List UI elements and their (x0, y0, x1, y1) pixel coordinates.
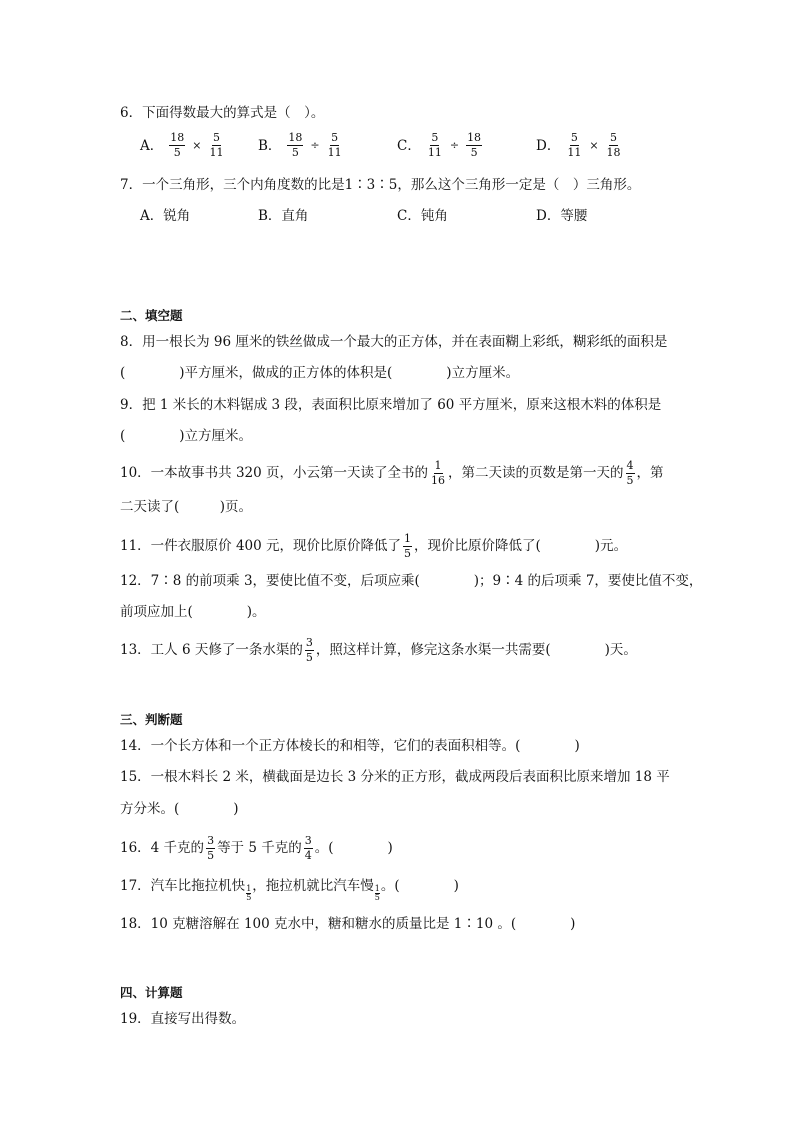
q19-line: 19．直接写出得数。 (120, 1011, 246, 1027)
operator: × (192, 138, 202, 152)
fraction: $\frac{3}{5}$ (305, 636, 313, 664)
operator: × (589, 138, 599, 152)
section-title-true-false: 三、判断题 (120, 712, 183, 727)
fraction: $\frac{5}{11}$ (327, 131, 342, 159)
q9-line1: 9．把 1 米长的木料锯成 3 段，表面积比原来增加了 60 平方厘米，原来这根木料的体积是 (120, 397, 662, 413)
q17-line: 17．汽车比拖拉机快 $\frac{1}{5}$ ，拖拉机就比汽车慢 $\frac{1}{5}$ 。( ) (120, 878, 459, 902)
q12-line2: 前项应加上( )。 (120, 604, 266, 620)
q7-option-a: A．锐角 (140, 208, 191, 224)
fraction: $\frac{4}{5}$ (626, 459, 634, 487)
operator: ÷ (449, 138, 460, 152)
q6-option-b (258, 132, 345, 159)
q16-line: 16．4 千克的 $\frac{3}{5}$ 等于 5 千克的 $\frac{3}{4}$ 。( ) (120, 834, 393, 862)
fraction: $\frac{5}{11}$ (427, 131, 442, 159)
q11-line: 11．一件衣服原价 400 元，现价比原价降低了 $\frac{1}{5}$ ，现价比原价降低了( )元。 (120, 532, 628, 560)
q6-option-d (536, 132, 624, 159)
q8-line1: 8．用一根长为 96 厘米的铁丝做成一个最大的正方体，并在表面糊上彩纸，糊彩纸的面积是 (120, 334, 668, 350)
fraction: $\frac{1}{16}$ (431, 459, 446, 487)
option-letter: A． (140, 137, 164, 154)
q12-line1: 12．7∶8 的前项乘 3，要使比值不变，后项应乘( )；9∶4 的后项乘 7，要使比值不变， (120, 573, 703, 589)
q7-option-c: C．钝角 (397, 208, 448, 224)
q14-line: 14．一个长方体和一个正方体棱长的和相等，它们的表面积相等。( ) (120, 738, 580, 754)
option-letter: B． (258, 137, 282, 154)
fraction: $\frac{18}{5}$ (467, 131, 482, 159)
q13-line: 13．工人 6 天修了一条水渠的 $\frac{3}{5}$ ，照这样计算，修完这条水渠一共需要( )天。 (120, 636, 637, 664)
q10-line2: 二天读了( )页。 (120, 499, 253, 515)
q6-stem: 6．下面得数最大的算式是（ ）。 (120, 105, 325, 121)
fraction: $\frac{1}{5}$ (404, 532, 412, 560)
fraction: $\frac{3}{4}$ (304, 834, 312, 862)
fraction: $\frac{18}{5}$ (170, 131, 185, 159)
option-letter: D． (536, 137, 561, 154)
q6-option-c (397, 132, 484, 159)
q10-line1: 10．一本故事书共 320 页，小云第一天读了全书的 $\frac{1}{16}$ ，第二天读的页数是第一天的 $\frac{4}{5}$ ，第 (120, 459, 664, 487)
q7-stem: 7．一个三角形，三个内角度数的比是1∶3∶5，那么这个三角形一定是（ ）三角形。 (120, 177, 641, 193)
q7-option-b: B．直角 (258, 208, 309, 224)
q7-option-d: D．等腰 (536, 208, 588, 224)
q15-line2: 方分米。( ) (120, 801, 239, 817)
section-title-calculation: 四、计算题 (120, 985, 183, 1000)
fraction: $\frac{5}{11}$ (567, 131, 582, 159)
q18-line: 18．10 克糖溶解在 100 克水中，糖和糖水的质量比是 1∶10 。( ) (120, 916, 576, 932)
fraction: $\frac{1}{5}$ (374, 884, 380, 902)
q15-line1: 15．一根木料长 2 米，横截面是边长 3 分米的正方形，截成两段后表面积比原来增加 18 平 (120, 769, 670, 785)
fraction: $\frac{1}{5}$ (246, 884, 252, 902)
q8-line2: ( )平方厘米，做成的正方体的体积是( )立方厘米。 (120, 365, 520, 381)
operator: ÷ (310, 138, 320, 152)
fraction: $\frac{3}{5}$ (207, 834, 215, 862)
fraction: $\frac{18}{5}$ (288, 131, 303, 159)
section-title-fill-in: 二、填空题 (120, 308, 183, 323)
option-letter: C． (397, 137, 421, 154)
q6-option-a (140, 132, 226, 159)
fraction: $\frac{5}{18}$ (606, 131, 621, 159)
q9-line2: ( )立方厘米。 (120, 428, 253, 444)
fraction: $\frac{5}{11}$ (209, 131, 224, 159)
